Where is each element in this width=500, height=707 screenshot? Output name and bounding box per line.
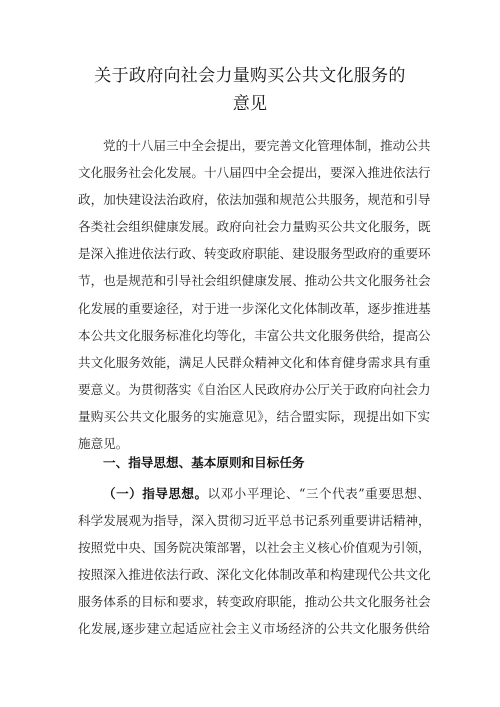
title-line-1: 关于政府向社会力量购买公共文化服务的 [94,66,406,86]
paragraph-line-text: 以邓小平理论、“三个代表”重要思想、 [207,486,430,501]
paragraph-line: 服务体系的目标和要求，转变政府职能，推动公共文化服务社会 [78,594,431,610]
paragraph-line: 政，加快建设法治政府，依法加强和规范公共服务，规范和引导 [78,192,431,208]
paragraph-line: 施意见。 [78,436,129,452]
paragraph-line: 按照深入推进依法行政、深化文化体制改革和构建现代公共文化 [78,567,431,583]
section1-paragraph [78,480,430,643]
paragraph-line: 党的十八届三中全会提出，要完善文化管理体制，推动公共 [103,138,431,153]
paragraph-line [78,480,430,507]
paragraph-line: 各类社会组织健康发展。政府向社会力量购买公共文化服务，既 [78,219,431,235]
paragraph-line: 要意义。为贯彻落实《自治区人民政府办公厅关于政府向社会力 [78,381,431,397]
document-title [60,62,440,118]
subsection-label: （一）指导思想。 [103,486,208,501]
paragraph-line: 量购买公共文化服务的实施意见》，结合盟实际，现提出如下实 [78,408,430,424]
paragraph-line: 是深入推进依法行政、转变政府职能、建设服务型政府的重要环 [78,246,431,262]
section-heading-1: 一、指导思想、基本原则和目标任务 [103,455,305,470]
paragraph-line: 化发展的重要途径，对于进一步深化文化体制改革，逐步推进基 [78,300,431,316]
paragraph-line: 文化服务社会化发展。十八届四中全会提出，要深入推进依法行 [78,165,431,181]
paragraph-line: 科学发展观为指导，深入贯彻习近平总书记系列重要讲话精神， [78,513,431,529]
paragraph-line: 共文化服务效能，满足人民群众精神文化和体育健身需求具有重 [78,354,431,370]
paragraph-line: 节，也是规范和引导社会组织健康发展、推动公共文化服务社会 [78,273,431,289]
paragraph-line: 按照党中央、国务院决策部署，以社会主义核心价值观为引领， [78,540,431,556]
paragraph-line: 化发展,逐步建立起适应社会主义市场经济的公共文化服务供给 [78,621,430,637]
paragraph-line: 本公共文化服务标准化均等化，丰富公共文化服务供给，提高公 [78,327,431,343]
title-line-2: 意见 [232,94,268,114]
intro-paragraph [78,132,430,457]
